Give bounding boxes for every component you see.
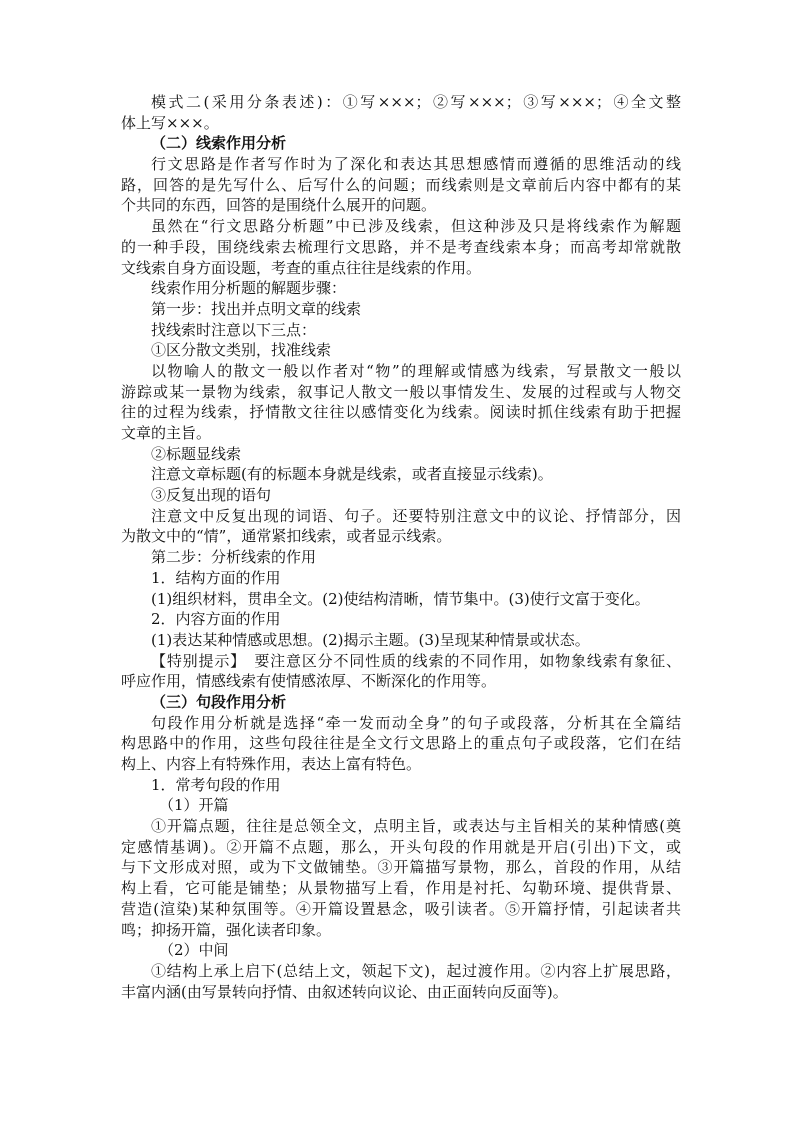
subheading: （2）中间 xyxy=(159,941,229,960)
text-line: 线索作用分析题的解题步骤： xyxy=(151,279,347,298)
paragraph xyxy=(121,506,681,547)
text-line: 为散文中的“情”，通常紧扣线索，或者显示线索。 xyxy=(121,527,452,546)
text-line: 定感情基调)。②开篇不点题，那么，开头句段的作用就是开启(引出)下文，或 xyxy=(121,837,681,856)
text-line: 构思路中的作用，这些句段往往是全文行文思路上的重点句子或段落，它们在结 xyxy=(121,734,681,753)
text-line: 构上看，它可能是铺垫；从景物描写上看，作用是衬托、勾勒环境、提供背景、 xyxy=(121,879,681,898)
text-line: 文线索自身方面设题，考查的重点往往是线索的作用。 xyxy=(121,258,482,277)
text-line: 路，回答的是先写什么、后写什么的问题；而线索则是文章前后内容中都有的某 xyxy=(121,175,681,194)
paragraph-mode-two xyxy=(121,92,681,133)
text-line: 句段作用分析就是选择“牵一发而动全身”的句子或段落，分析其在全篇结 xyxy=(151,713,681,732)
text-line: 行文思路是作者写作时为了深化和表达其思想感情而遵循的思维活动的线 xyxy=(151,155,681,174)
point-label: ③反复出现的语句 xyxy=(151,486,272,505)
paragraph xyxy=(121,216,681,278)
paragraph xyxy=(121,713,681,775)
text-line: ①开篇点题，往往是总领全文，点明主旨，或表达与主旨相关的某种情感(奠 xyxy=(151,817,681,836)
text-line: 往的过程为线索，抒情散文往往以感情变化为线索。阅读时抓住线索有助于把握 xyxy=(121,403,681,422)
text-line: ①结构上承上启下(总结上文，领起下文)，起过渡作用。②内容上扩展思路， xyxy=(151,961,681,980)
text-line: 模式二(采用分条表述)：①写×××；②写×××；③写×××；④全文整 xyxy=(151,93,681,111)
subheading: 1．常考句段的作用 xyxy=(151,775,281,794)
point-label: ②标题显线索 xyxy=(151,444,242,463)
text-line: 以物喻人的散文一般以作者对“物”的理解或情感为线索，写景散文一般以 xyxy=(151,361,681,380)
text-line: 个共同的东西，回答的是围绕什么展开的问题。 xyxy=(121,196,437,215)
document-body xyxy=(121,92,681,1002)
text-line: 注意文中反复出现的词语、句子。还要特别注意文中的议论、抒情部分，因 xyxy=(151,506,681,525)
subheading: （1）开篇 xyxy=(159,796,229,815)
section-heading-clue: （二）线索作用分析 xyxy=(151,134,287,153)
subheading: 1．结构方面的作用 xyxy=(151,568,281,587)
text-line: 的一种手段，围绕线索去梳理行文思路，并不是考查线索本身；而高考却常就散 xyxy=(121,237,681,256)
point-label: ①区分散文类别，找准线索 xyxy=(151,341,332,360)
text-line: 鸣；抑扬开篇，强化读者印象。 xyxy=(121,920,332,939)
special-tip xyxy=(121,651,681,692)
text-line: 体上写×××。 xyxy=(121,113,219,132)
text-line: 丰富内涵(由写景转向抒情、由叙述转向议论、由正面转向反面等)。 xyxy=(121,982,568,1001)
step-two-label: 第二步：分析线索的作用 xyxy=(151,548,317,567)
text-line: (1)表达某种情感或思想。(2)揭示主题。(3)呈现某种情景或状态。 xyxy=(151,630,590,649)
paragraph xyxy=(121,816,681,940)
text-line: 营造(渲染)某种氛围等。④开篇设置悬念，吸引读者。⑤开篇抒情，引起读者共 xyxy=(121,899,681,918)
text-line: 文章的主旨。 xyxy=(121,424,212,442)
text-line: (1)组织材料，贯串全文。(2)使结构清晰，情节集中。(3)使行文富于变化。 xyxy=(151,589,650,608)
text-line: 虽然在“行文思路分析题”中已涉及线索，但这种涉及只是将线索作为解题 xyxy=(151,217,681,236)
text-line: 【特别提示】 要注意区分不同性质的线索的不同作用，如物象线索有象征、 xyxy=(151,651,681,670)
subheading: 2．内容方面的作用 xyxy=(151,610,281,629)
paragraph xyxy=(121,154,681,216)
text-line: 呼应作用，情感线索有使情感浓厚、不断深化的作用等。 xyxy=(121,672,497,691)
paragraph xyxy=(121,361,681,444)
text-line: 游踪或某一景物为线索，叙事记人散文一般以事情发生、发展的过程或与人物交 xyxy=(121,382,681,401)
paragraph xyxy=(121,961,681,1002)
section-heading-sentence: （三）句段作用分析 xyxy=(151,692,287,711)
step-one-label: 第一步：找出并点明文章的线索 xyxy=(151,299,362,318)
text-line: 找线索时注意以下三点： xyxy=(151,320,317,339)
text-line: 构上、内容上有特殊作用，表达上富有特色。 xyxy=(121,755,422,773)
text-line: 注意文章标题(有的标题本身就是线索，或者直接显示线索)。 xyxy=(151,465,553,484)
text-line: 与下文形成对照，或为下文做铺垫。③开篇描写景物，那么，首段的作用，从结 xyxy=(121,858,681,877)
